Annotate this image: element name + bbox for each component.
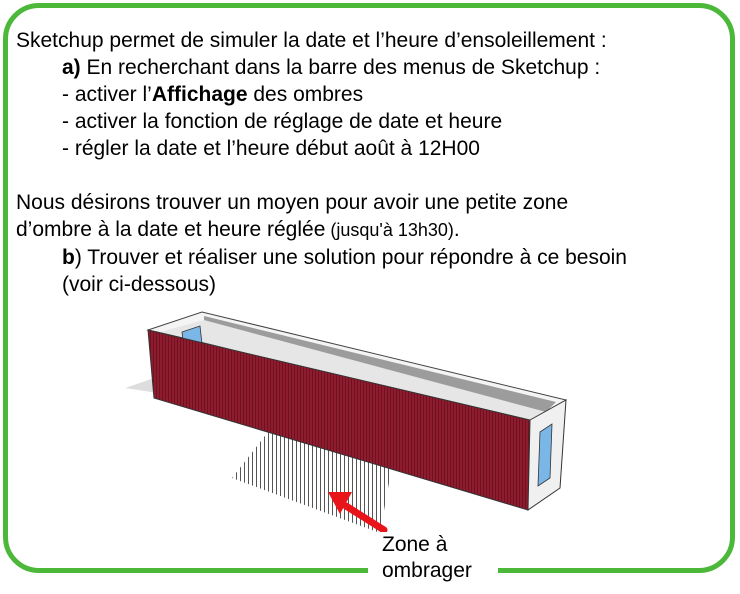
step-b-line-2: (voir ci-dessous) <box>62 273 217 296</box>
step-b-text: ) Trouver et réaliser une solution pour répondre à ce besoin <box>74 246 627 269</box>
bullet-1-suffix: des ombres <box>247 83 364 106</box>
caption-line-1: Zone à <box>382 533 448 556</box>
bullet-3: - régler la date et l’heure début août à 12H00 <box>62 137 480 160</box>
step-a-label: a) <box>62 56 81 79</box>
bullet-2: - activer la fonction de réglage de date et heure <box>62 110 503 133</box>
paragraph-line-2-note: (jusqu'à 13h30) <box>325 220 454 240</box>
zone-caption <box>368 532 498 590</box>
bullet-1-bold: Affichage <box>151 83 248 106</box>
step-b-label: b <box>62 246 75 269</box>
paragraph-line-2-text: d’ombre à la date et heure réglée <box>16 218 326 241</box>
bullet-1-prefix: - activer l’ <box>62 83 152 106</box>
intro-line: Sketchup permet de simuler la date et l’heure d’ensoleillement : <box>16 29 607 52</box>
paragraph-line-2-end: . <box>453 218 460 241</box>
caption-line-2: ombrager <box>382 559 472 582</box>
paragraph-line-1: Nous désirons trouver un moyen pour avoir une petite zone <box>16 191 569 214</box>
step-a-text: En recherchant dans la barre des menus de Sketchup : <box>80 56 601 79</box>
container-end-door <box>538 424 552 486</box>
